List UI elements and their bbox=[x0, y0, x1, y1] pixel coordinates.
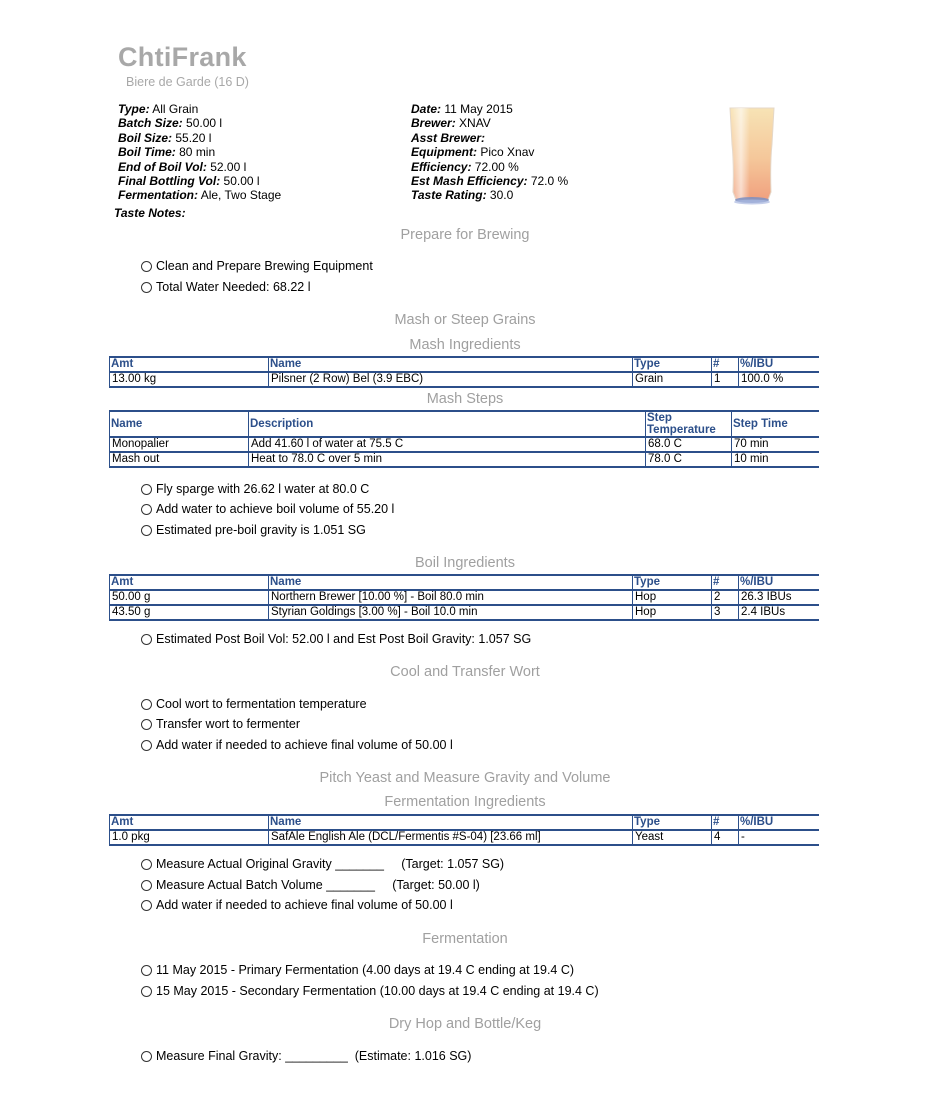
column-header: # bbox=[712, 575, 739, 590]
table-row bbox=[110, 437, 819, 452]
info-value: 11 May 2015 bbox=[441, 102, 513, 116]
section-dry-hop: Dry Hop and Bottle/Keg bbox=[388, 1016, 542, 1032]
info-value: 52.00 l bbox=[206, 159, 247, 174]
column-header: Name bbox=[110, 411, 249, 437]
column-header: Step Temperature bbox=[646, 411, 732, 437]
info-value: 72.00 % bbox=[471, 159, 519, 174]
table-cell: Pilsner (2 Row) Bel (3.9 EBC) bbox=[269, 372, 633, 387]
table-cell: 100.0 % bbox=[739, 372, 819, 387]
column-header: Amt bbox=[110, 815, 269, 830]
info-value: 55.20 l bbox=[172, 130, 212, 145]
table-cell: Add 41.60 l of water at 75.5 C bbox=[249, 437, 646, 452]
info-label: End of Boil Vol: bbox=[118, 159, 207, 174]
column-header: %/IBU bbox=[739, 357, 819, 372]
radio-icon[interactable] bbox=[141, 965, 152, 976]
column-header: Description bbox=[249, 411, 646, 437]
radio-icon[interactable] bbox=[141, 699, 152, 710]
info-row bbox=[411, 188, 568, 202]
info-row bbox=[411, 131, 568, 145]
table-row bbox=[110, 372, 819, 387]
boil-ingredients-table bbox=[109, 574, 819, 621]
info-label: Asst Brewer: bbox=[411, 130, 486, 145]
table-cell: Hop bbox=[633, 605, 712, 620]
checkbox-secondary[interactable]: 15 May 2015 - Secondary Fermentation (10.00 days at 19.4 C ending at 19.4 C) bbox=[141, 984, 599, 998]
table-cell: Styrian Goldings [3.00 %] - Boil 10.0 min bbox=[269, 605, 633, 620]
info-label: Boil Time: bbox=[118, 145, 176, 160]
recipe-style: Biere de Garde (16 D) bbox=[126, 75, 249, 89]
table-cell: 70 min bbox=[732, 437, 819, 452]
info-row bbox=[118, 174, 281, 188]
table-cell: 50.00 g bbox=[110, 590, 269, 605]
checkbox-sparge[interactable]: Fly sparge with 26.62 l water at 80.0 C bbox=[141, 482, 369, 496]
table-cell: Hop bbox=[633, 590, 712, 605]
checkbox-postboil[interactable]: Estimated Post Boil Vol: 52.00 l and Est Post Boil Gravity: 1.057 SG bbox=[141, 632, 531, 646]
table-cell: 3 bbox=[712, 605, 739, 620]
checkbox-fg[interactable]: Measure Final Gravity: _________ (Estimate: 1.016 SG) bbox=[141, 1049, 471, 1063]
checkbox-clean[interactable]: Clean and Prepare Brewing Equipment bbox=[141, 259, 373, 273]
section-mash: Mash or Steep Grains bbox=[394, 312, 536, 328]
column-header: Type bbox=[633, 815, 712, 830]
table-cell: Northern Brewer [10.00 %] - Boil 80.0 min bbox=[269, 590, 633, 605]
table-row bbox=[110, 830, 819, 845]
column-header: Amt bbox=[110, 357, 269, 372]
info-label: Batch Size: bbox=[118, 116, 183, 131]
column-header: %/IBU bbox=[739, 575, 819, 590]
section-pitch: Pitch Yeast and Measure Gravity and Volume bbox=[319, 770, 611, 786]
column-header: Name bbox=[269, 815, 633, 830]
table-cell: 4 bbox=[712, 830, 739, 845]
table-cell: Monopalier bbox=[110, 437, 249, 452]
table-cell: 26.3 IBUs bbox=[739, 590, 819, 605]
info-row bbox=[118, 102, 281, 116]
checkbox-preboil[interactable]: Estimated pre-boil gravity is 1.051 SG bbox=[141, 523, 366, 537]
radio-icon[interactable] bbox=[141, 986, 152, 997]
table-cell: 1.0 pkg bbox=[110, 830, 269, 845]
recipe-title: ChtiFrank bbox=[118, 42, 247, 72]
info-label: Est Mash Efficiency: bbox=[411, 174, 528, 189]
checkbox-transfer[interactable]: Transfer wort to fermenter bbox=[141, 717, 300, 731]
table-row bbox=[110, 452, 819, 467]
checkbox-primary[interactable]: 11 May 2015 - Primary Fermentation (4.00 days at 19.4 C ending at 19.4 C) bbox=[141, 963, 574, 977]
table-cell: 68.0 C bbox=[646, 437, 732, 452]
radio-icon[interactable] bbox=[141, 900, 152, 911]
column-header: Name bbox=[269, 357, 633, 372]
section-fermentation: Fermentation bbox=[422, 931, 508, 947]
column-header: Step Time bbox=[732, 411, 819, 437]
table-cell: - bbox=[739, 830, 819, 845]
section-prepare: Prepare for Brewing bbox=[400, 227, 530, 243]
section-cool: Cool and Transfer Wort bbox=[390, 664, 540, 680]
checkbox-add-water-boil[interactable]: Add water to achieve boil volume of 55.20 l bbox=[141, 502, 394, 516]
checkbox-cool-wort[interactable]: Cool wort to fermentation temperature bbox=[141, 697, 367, 711]
info-label: Equipment: bbox=[411, 145, 477, 160]
info-row bbox=[411, 116, 568, 130]
info-value: 80 min bbox=[175, 145, 216, 160]
table-cell: Grain bbox=[633, 372, 712, 387]
radio-icon[interactable] bbox=[141, 740, 152, 751]
table-row bbox=[110, 590, 819, 605]
column-header: Type bbox=[633, 575, 712, 590]
radio-icon[interactable] bbox=[141, 880, 152, 891]
info-row bbox=[118, 131, 281, 145]
checkbox-og[interactable]: Measure Actual Original Gravity _______ (Target: 1.057 SG) bbox=[141, 857, 504, 871]
table-cell: 2 bbox=[712, 590, 739, 605]
info-right bbox=[411, 102, 568, 203]
radio-icon[interactable] bbox=[141, 719, 152, 730]
info-label: Boil Size: bbox=[118, 130, 173, 145]
info-label: Fermentation: bbox=[118, 188, 199, 203]
column-header: Name bbox=[269, 575, 633, 590]
checkbox-batch-volume[interactable]: Measure Actual Batch Volume _______ (Target: 50.00 l) bbox=[141, 878, 480, 892]
info-row bbox=[118, 160, 281, 174]
mash-ingredients-table bbox=[109, 356, 819, 388]
info-value: All Grain bbox=[149, 102, 199, 116]
info-label: Taste Rating: bbox=[411, 188, 487, 203]
checkbox-add-water-final-2[interactable]: Add water if needed to achieve final volume of 50.00 l bbox=[141, 898, 453, 912]
radio-icon[interactable] bbox=[141, 525, 152, 536]
info-value: XNAV bbox=[455, 116, 491, 131]
info-row bbox=[411, 102, 568, 116]
info-value: 50.00 l bbox=[182, 116, 223, 131]
info-value: Ale, Two Stage bbox=[198, 188, 282, 203]
table-cell: 2.4 IBUs bbox=[739, 605, 819, 620]
info-label: Type: bbox=[118, 102, 150, 116]
radio-icon[interactable] bbox=[141, 634, 152, 645]
checkbox-water[interactable]: Total Water Needed: 68.22 l bbox=[141, 280, 311, 294]
column-header: Type bbox=[633, 357, 712, 372]
table-cell: 78.0 C bbox=[646, 452, 732, 467]
section-mash-ingredients: Mash Ingredients bbox=[409, 337, 521, 353]
table-row bbox=[110, 605, 819, 620]
info-value: 30.0 bbox=[486, 188, 514, 203]
info-label: Efficiency: bbox=[411, 159, 472, 174]
table-cell: 10 min bbox=[732, 452, 819, 467]
info-row bbox=[411, 160, 568, 174]
table-cell: 1 bbox=[712, 372, 739, 387]
column-header: %/IBU bbox=[739, 815, 819, 830]
beer-glass-icon bbox=[728, 104, 776, 209]
table-cell: 43.50 g bbox=[110, 605, 269, 620]
info-label: Date: bbox=[411, 102, 442, 116]
radio-icon[interactable] bbox=[141, 859, 152, 870]
info-label: Brewer: bbox=[411, 116, 456, 131]
radio-icon[interactable] bbox=[141, 504, 152, 515]
column-header: Amt bbox=[110, 575, 269, 590]
info-left bbox=[118, 102, 281, 203]
table-cell: Heat to 78.0 C over 5 min bbox=[249, 452, 646, 467]
section-mash-steps: Mash Steps bbox=[426, 391, 504, 407]
info-row bbox=[411, 145, 568, 159]
fermentation-ingredients-table bbox=[109, 814, 819, 846]
info-row bbox=[411, 174, 568, 188]
radio-icon[interactable] bbox=[141, 282, 152, 293]
table-cell: Yeast bbox=[633, 830, 712, 845]
column-header: # bbox=[712, 357, 739, 372]
info-row bbox=[118, 116, 281, 130]
info-value: 72.0 % bbox=[527, 174, 569, 189]
checkbox-add-water-final[interactable]: Add water if needed to achieve final volume of 50.00 l bbox=[141, 738, 453, 752]
radio-icon[interactable] bbox=[141, 1051, 152, 1062]
info-label: Final Bottling Vol: bbox=[118, 174, 221, 189]
info-row bbox=[118, 145, 281, 159]
table-cell: 13.00 kg bbox=[110, 372, 269, 387]
taste-notes-label: Taste Notes: bbox=[114, 206, 186, 220]
section-ferm-ingredients: Fermentation Ingredients bbox=[384, 794, 546, 810]
info-value: Pico Xnav bbox=[477, 145, 535, 160]
radio-icon[interactable] bbox=[141, 261, 152, 272]
mash-steps-table bbox=[109, 410, 819, 468]
section-boil-ingredients: Boil Ingredients bbox=[415, 555, 515, 571]
info-row bbox=[118, 188, 281, 202]
table-cell: SafAle English Ale (DCL/Fermentis #S-04) [23.66 ml] bbox=[269, 830, 633, 845]
radio-icon[interactable] bbox=[141, 484, 152, 495]
info-value: 50.00 l bbox=[220, 174, 260, 189]
column-header: # bbox=[712, 815, 739, 830]
table-cell: Mash out bbox=[110, 452, 249, 467]
